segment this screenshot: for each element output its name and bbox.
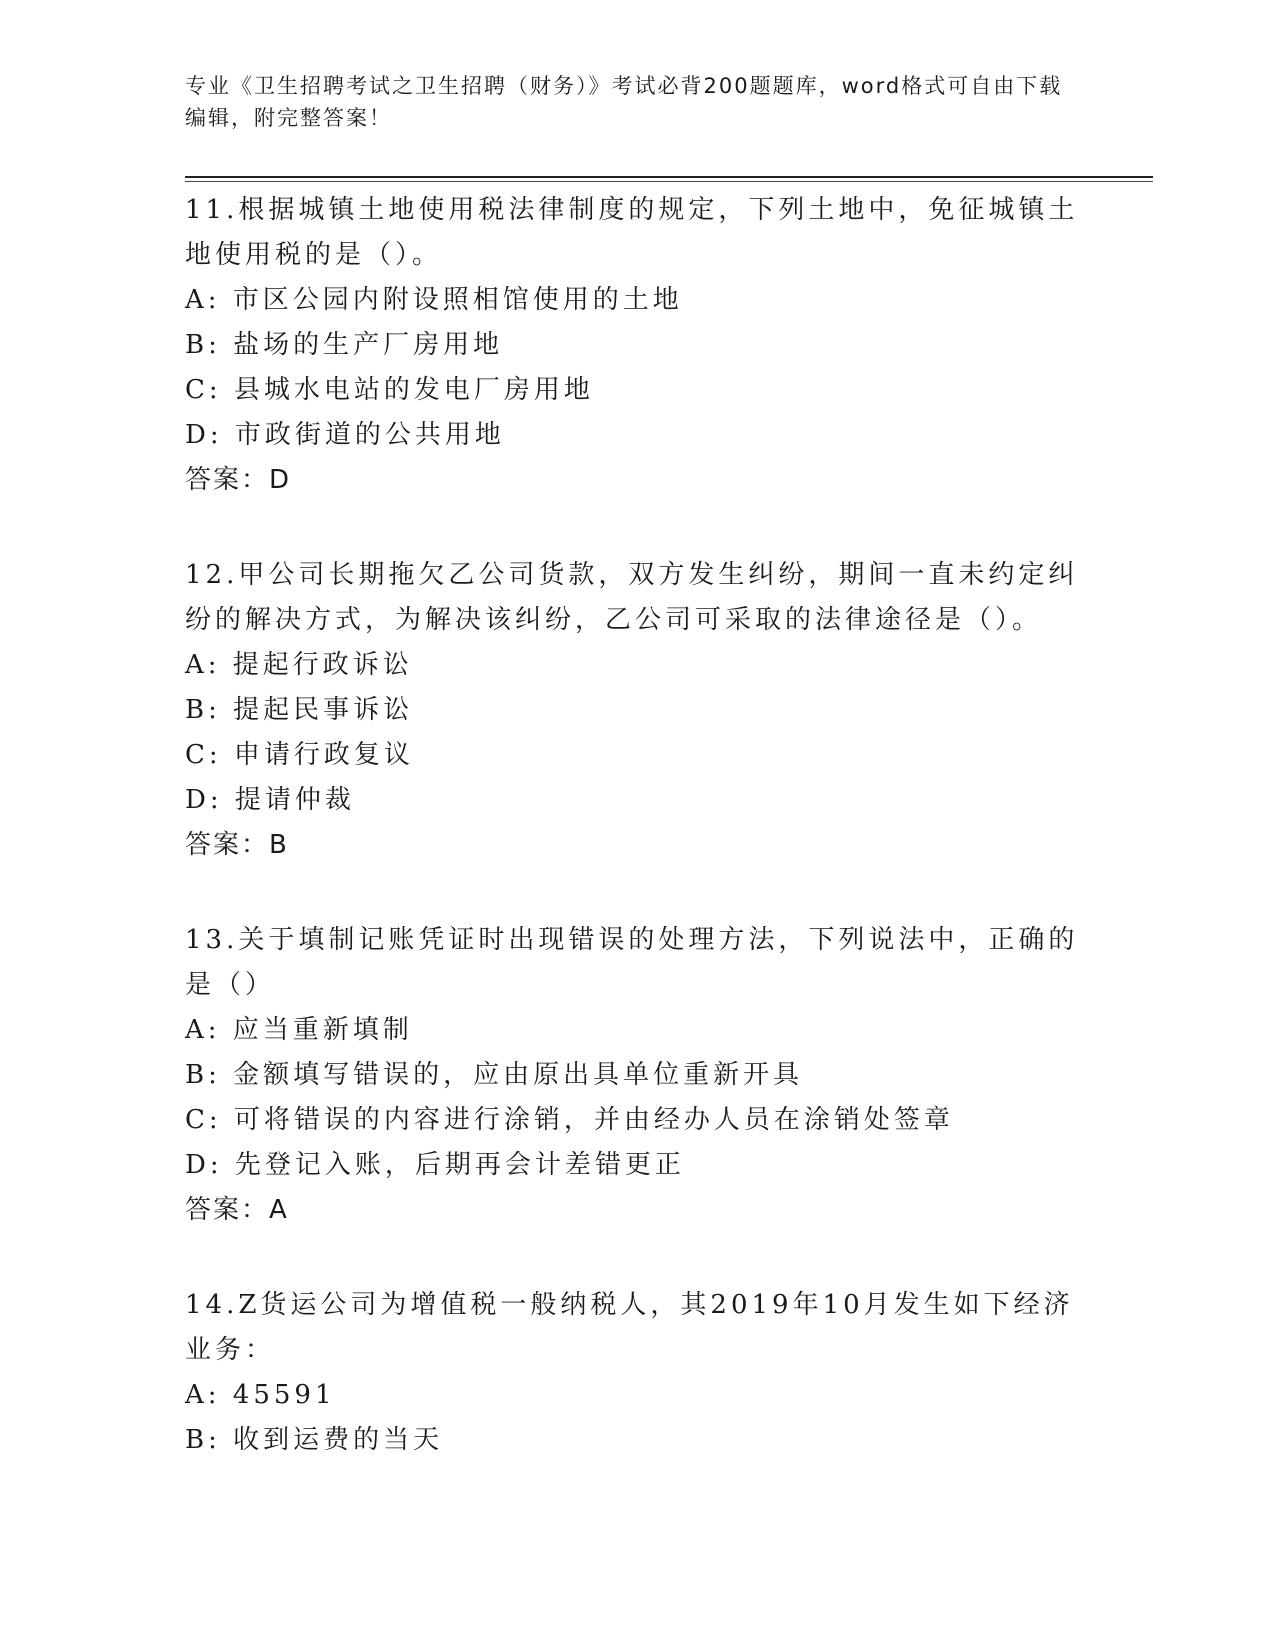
option-b: B: 收到运费的当天 bbox=[185, 1425, 444, 1455]
option-b: B: 提起民事诉讼 bbox=[185, 695, 414, 725]
option-c: C: 申请行政复议 bbox=[185, 740, 414, 770]
question-11 bbox=[185, 188, 1085, 503]
question-12 bbox=[185, 553, 1085, 868]
header-divider-thin bbox=[185, 181, 1153, 182]
question-text: 12.甲公司长期拖欠乙公司货款，双方发生纠纷，期间一直未约定纠纷的解决方式，为解决该纠纷，乙公司可采取的法律途径是（）。 bbox=[185, 560, 1079, 635]
option-a: A: 提起行政诉讼 bbox=[185, 650, 413, 680]
answer-line: 答案：D bbox=[185, 465, 292, 495]
header-divider-thick bbox=[185, 176, 1153, 178]
option-d: D: 先登记入账，后期再会计差错更正 bbox=[185, 1150, 685, 1180]
question-text: 11.根据城镇土地使用税法律制度的规定，下列土地中，免征城镇土地使用税的是（）。 bbox=[185, 195, 1079, 270]
option-a: A: 应当重新填制 bbox=[185, 1015, 413, 1045]
option-a: A: 45591 bbox=[185, 1380, 336, 1410]
question-14 bbox=[185, 1283, 1085, 1463]
question-text: 13.关于填制记账凭证时出现错误的处理方法，下列说法中，正确的是（） bbox=[185, 925, 1079, 1000]
option-b: B: 盐场的生产厂房用地 bbox=[185, 330, 504, 360]
question-list bbox=[185, 188, 1085, 1513]
option-d: D: 提请仲裁 bbox=[185, 785, 355, 815]
option-b: B: 金额填写错误的，应由原出具单位重新开具 bbox=[185, 1060, 804, 1090]
option-a: A: 市区公园内附设照相馆使用的土地 bbox=[185, 285, 683, 315]
question-text: 14.Z货运公司为增值税一般纳税人，其2019年10月发生如下经济业务： bbox=[185, 1290, 1074, 1365]
document-header: 专业《卫生招聘考试之卫生招聘（财务）》考试必背200题题库，word格式可自由下载编辑，附完整答案！ bbox=[185, 74, 1063, 130]
answer-line: 答案：A bbox=[185, 1195, 289, 1225]
question-13 bbox=[185, 918, 1085, 1233]
option-c: C: 可将错误的内容进行涂销，并由经办人员在涂销处签章 bbox=[185, 1105, 954, 1135]
answer-line: 答案：B bbox=[185, 830, 289, 860]
option-d: D: 市政街道的公共用地 bbox=[185, 420, 505, 450]
option-c: C: 县城水电站的发电厂房用地 bbox=[185, 375, 594, 405]
